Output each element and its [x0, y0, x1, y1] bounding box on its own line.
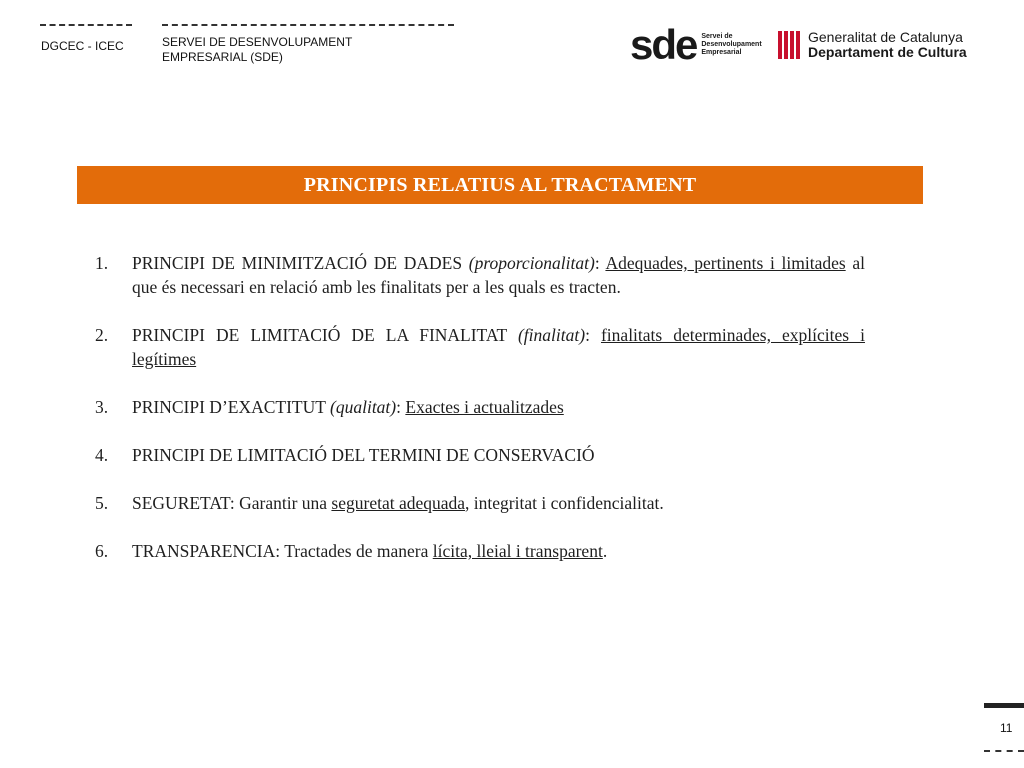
- footer-bar: [984, 703, 1024, 708]
- item-text: PRINCIPI D’EXACTITUT (qualitat): Exactes i actualitzades: [132, 397, 564, 417]
- footer-divider: [984, 750, 1024, 752]
- list-item: [95, 251, 865, 299]
- header-divider-left: [40, 24, 132, 26]
- item-text: PRINCIPI DE LIMITACIÓ DE LA FINALITAT (finalitat): finalitats determinades, explícites i legítimes: [132, 325, 865, 369]
- gencat-logo-line1: Generalitat de Catalunya: [808, 29, 963, 45]
- list-item: [95, 443, 865, 467]
- item-number: 3.: [95, 397, 109, 417]
- list-item: [95, 323, 865, 371]
- list-item: [95, 395, 865, 419]
- header-org-right: [162, 35, 352, 65]
- item-text: PRINCIPI DE LIMITACIÓ DEL TERMINI DE CONSERVACIÓ: [132, 445, 595, 465]
- header-org-right-line1: SERVEI DE DESENVOLUPAMENT: [162, 35, 353, 49]
- title-banner: [77, 166, 923, 204]
- gencat-logo-line2: Departament de Cultura: [808, 44, 967, 60]
- list-item: [95, 491, 865, 515]
- item-number: 6.: [95, 541, 109, 561]
- list-item: [95, 539, 865, 563]
- item-text: PRINCIPI DE MINIMITZACIÓ DE DADES (proporcionalitat): Adequades, pertinents i limitades al que és necessari en relació amb les finalitats per a les quals es tracten.: [132, 253, 865, 297]
- principles-list: [95, 251, 865, 587]
- item-text: TRANSPARENCIA: Tractades de manera lícita, lleial i transparent.: [132, 541, 608, 561]
- gencat-logo: [778, 30, 967, 60]
- senyera-icon: [778, 31, 800, 59]
- item-text: SEGURETAT: Garantir una seguretat adequada, integritat i confidencialitat.: [132, 493, 664, 513]
- sde-logo-subtitle: Servei de Desenvolupament Empresarial: [701, 33, 762, 56]
- sde-logo: [630, 21, 762, 68]
- sde-logo-mark: sde: [630, 21, 697, 68]
- page-title: PRINCIPIS RELATIUS AL TRACTAMENT: [303, 173, 697, 196]
- header-org-left: DGCEC - ICEC: [41, 39, 124, 53]
- header-divider-right: [162, 24, 454, 26]
- item-number: 5.: [95, 493, 109, 513]
- header-org-right-line2: EMPRESARIAL (SDE): [162, 50, 283, 64]
- item-number: 2.: [95, 325, 109, 345]
- item-number: 1.: [95, 253, 109, 273]
- page-number: 11: [1000, 721, 1013, 735]
- gencat-logo-text: [808, 30, 967, 60]
- item-number: 4.: [95, 445, 109, 465]
